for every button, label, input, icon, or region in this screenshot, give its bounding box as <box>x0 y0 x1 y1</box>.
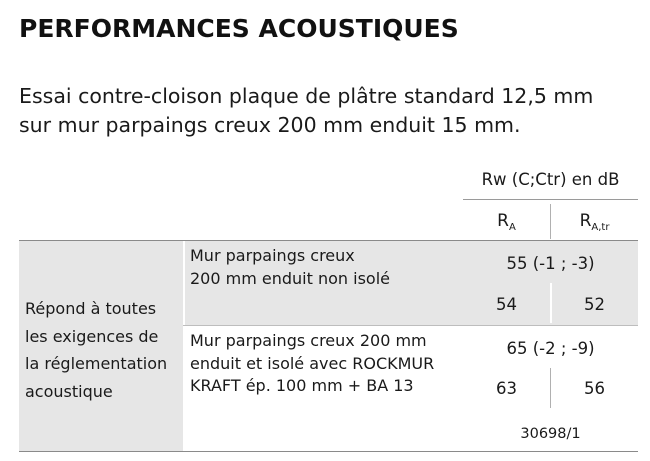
row-separator <box>183 325 638 326</box>
row-1-ra: 54 <box>496 295 517 314</box>
row-2-ra: 63 <box>496 379 517 398</box>
row-1-description: Mur parpaings creux 200 mm enduit non isolé <box>190 246 390 288</box>
row-2-description: Mur parpaings creux 200 mm enduit et isolé avec ROCKMUR KRAFT ép. 100 mm + BA 13 <box>190 331 435 395</box>
col-ra-header: $R_A$ <box>497 211 516 233</box>
rw-header: Rw (C;Ctr) en dB <box>481 170 620 189</box>
header-divider <box>463 199 638 200</box>
intro-text <box>19 82 593 140</box>
row-2-rw: 65 (-2 ; -9) <box>506 339 595 358</box>
test-reference: 30698/1 <box>520 426 581 442</box>
row-1-ratr: 52 <box>584 295 605 314</box>
intro-line-2: sur mur parpaings creux 200 mm enduit 15 mm. <box>19 113 521 137</box>
row-2-ratr: 56 <box>584 379 605 398</box>
page-title: PERFORMANCES ACOUSTIQUES <box>19 14 459 43</box>
intro-line-1: Essai contre-cloison plaque de plâtre standard 12,5 mm <box>19 84 594 108</box>
table-top-rule <box>19 240 638 241</box>
row-1-rw: 55 (-1 ; -3) <box>506 254 595 273</box>
requirement-text: Répond à toutes les exigences de la réglementation acoustique <box>25 299 168 401</box>
table-bottom-rule <box>19 451 638 452</box>
desc-col-divider <box>183 241 185 451</box>
col-ratr-header: $R_{A,tr}$ <box>579 211 610 233</box>
